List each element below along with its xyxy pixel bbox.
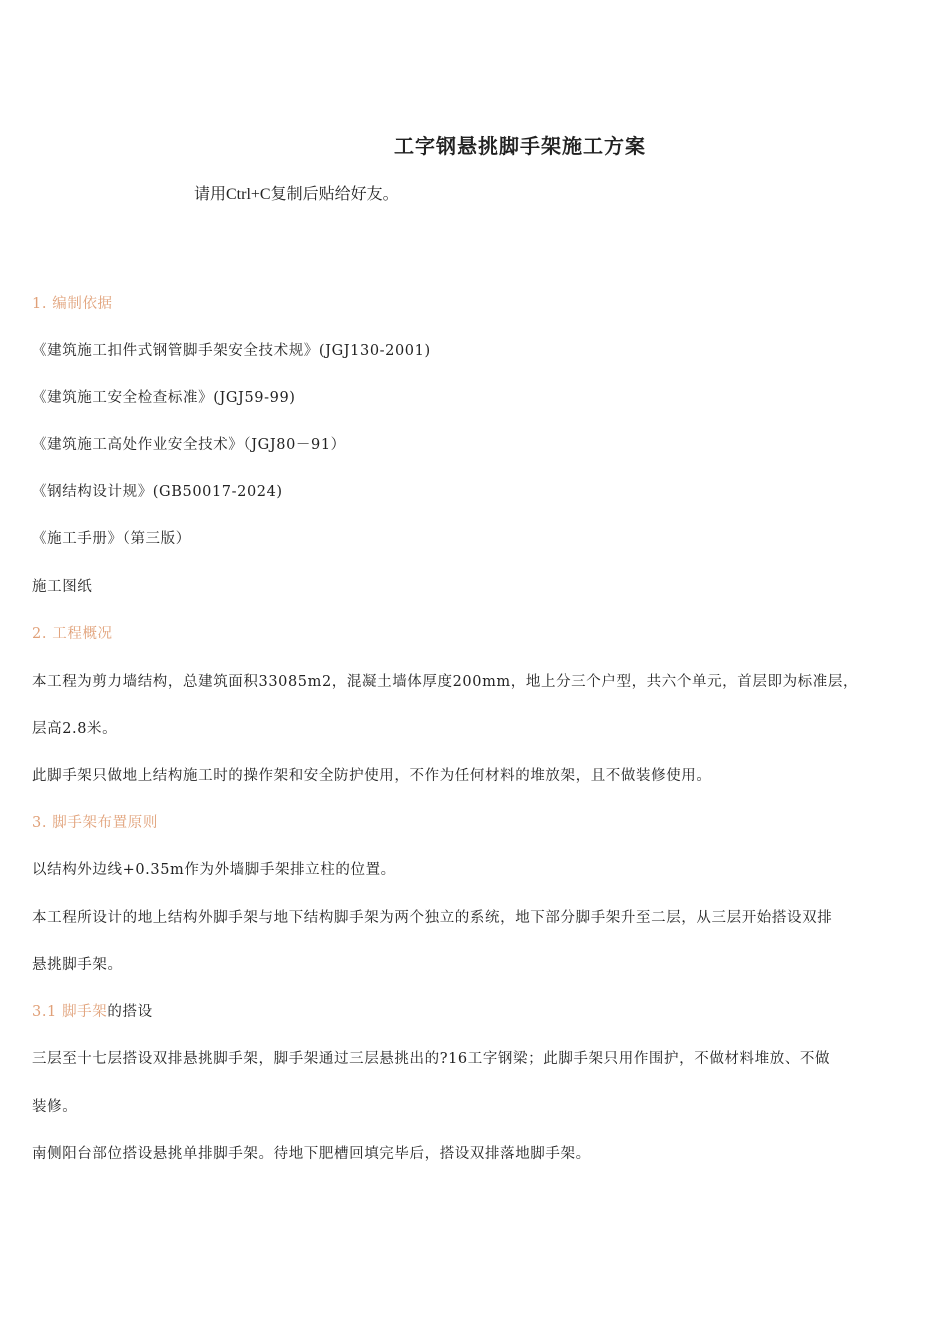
paragraph-line: 装修。 <box>32 1099 78 1115</box>
reference-item: 《建筑施工扣件式钢管脚手架安全技术规》(JGJ130-2001) <box>32 343 431 359</box>
document-title: 工字钢悬挑脚手架施工方案 <box>394 134 646 158</box>
section-heading-3: 3. 脚手架布置原则 <box>32 815 158 831</box>
reference-item: 《建筑施工高处作业安全技术》（JGJ80－91） <box>32 437 346 453</box>
reference-item: 《施工手册》（第三版） <box>32 531 191 547</box>
subsection-heading-rest: 的搭设 <box>107 1004 153 1020</box>
paragraph-line: 以结构外边线+0.35m作为外墙脚手架排立柱的位置。 <box>32 862 396 878</box>
reference-item: 《钢结构设计规》(GB50017-2024) <box>32 484 283 500</box>
paragraph-line: 本工程为剪力墙结构，总建筑面积33085m2，混凝土墙体厚度200mm，地上分三个户型，共六个单元，首层即为标准层， <box>32 674 859 690</box>
subsection-heading-3-1 <box>32 1004 153 1021</box>
subsection-heading-accent: 3.1 脚手架 <box>32 1004 108 1020</box>
paragraph-line: 南侧阳台部位搭设悬挑单排脚手架。待地下肥槽回填完毕后，搭设双排落地脚手架。 <box>32 1146 591 1162</box>
reference-item: 施工图纸 <box>32 579 93 595</box>
section-heading-1: 1. 编制依据 <box>32 296 113 312</box>
paragraph-line: 三层至十七层搭设双排悬挑脚手架，脚手架通过三层悬挑出的?16工字钢梁；此脚手架只用作围护，不做材料堆放、不做 <box>32 1051 831 1067</box>
paragraph-line: 层高2.8米。 <box>32 721 118 737</box>
paragraph-line: 本工程所设计的地上结构外脚手架与地下结构脚手架为两个独立的系统，地下部分脚手架升至二层，从三层开始搭设双排 <box>32 910 833 926</box>
paragraph-line: 此脚手架只做地上结构施工时的操作架和安全防护使用，不作为任何材料的堆放架，且不做装修使用。 <box>32 768 712 784</box>
copy-note: 请用Ctrl+C复制后贴给好友。 <box>194 186 399 203</box>
section-heading-2: 2. 工程概况 <box>32 626 113 642</box>
paragraph-line: 悬挑脚手架。 <box>32 957 123 973</box>
reference-item: 《建筑施工安全检查标准》(JGJ59-99) <box>32 390 296 406</box>
